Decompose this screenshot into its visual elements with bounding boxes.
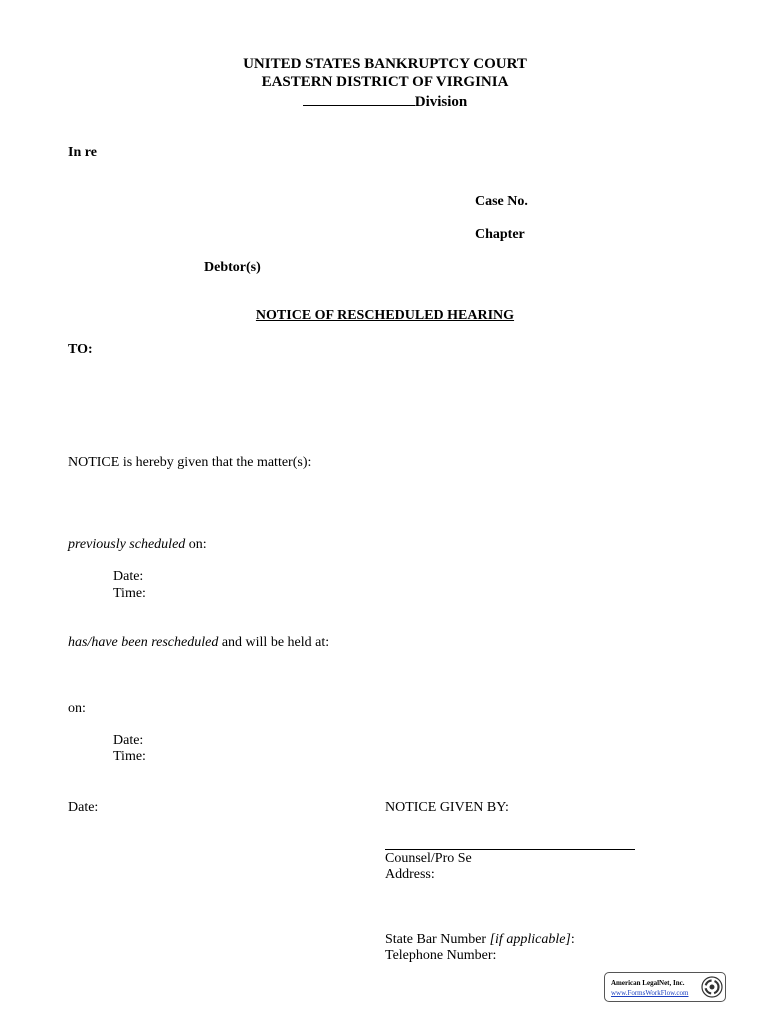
signature-line[interactable]: [385, 849, 635, 850]
legalnet-badge[interactable]: [604, 972, 726, 1002]
division-line: [0, 93, 770, 111]
new-date-label: Date:: [113, 733, 144, 748]
previously-scheduled-rest: on:: [185, 537, 207, 552]
state-bar-suffix: :: [570, 932, 575, 947]
division-label: Division: [414, 94, 468, 110]
original-time-label: Time:: [113, 586, 146, 601]
to-label: TO:: [68, 342, 93, 357]
in-re-label: In re: [68, 145, 97, 160]
new-time-label: Time:: [113, 749, 146, 764]
previously-scheduled-line: [68, 537, 207, 553]
notice-title-text: NOTICE OF RESCHEDULED HEARING: [255, 308, 515, 323]
state-bar-italic: [if applicable]: [489, 932, 571, 947]
badge-url-link[interactable]: www.FormsWorkFlow.com: [611, 989, 689, 997]
original-date-label: Date:: [113, 569, 144, 584]
state-bar-line: [385, 932, 575, 948]
address-label: Address:: [385, 867, 435, 882]
legalnet-logo-icon: [701, 976, 723, 998]
on-label: on:: [68, 701, 86, 716]
notice-title: [0, 308, 770, 324]
telephone-label: Telephone Number:: [385, 948, 497, 963]
division-blank[interactable]: [303, 93, 415, 106]
chapter-label: Chapter: [475, 227, 525, 242]
state-bar-prefix: State Bar Number: [385, 932, 490, 947]
rescheduled-rest: and will be held at:: [218, 635, 330, 650]
district-name: EASTERN DISTRICT OF VIRGINIA: [261, 74, 509, 90]
rescheduled-line: [68, 635, 329, 651]
badge-company: American LegalNet, Inc.: [611, 979, 685, 987]
debtors-label: Debtor(s): [204, 260, 261, 275]
case-no-label: Case No.: [475, 194, 528, 209]
notice-given-by-label: NOTICE GIVEN BY:: [385, 800, 509, 815]
court-name: UNITED STATES BANKRUPTCY COURT: [243, 56, 527, 72]
previously-scheduled-italic: previously scheduled: [68, 537, 186, 552]
notice-given-text: NOTICE is hereby given that the matter(s):: [68, 455, 312, 470]
signature-date-label: Date:: [68, 800, 99, 815]
rescheduled-italic: has/have been rescheduled: [68, 635, 219, 650]
counsel-label: Counsel/Pro Se: [385, 851, 472, 866]
